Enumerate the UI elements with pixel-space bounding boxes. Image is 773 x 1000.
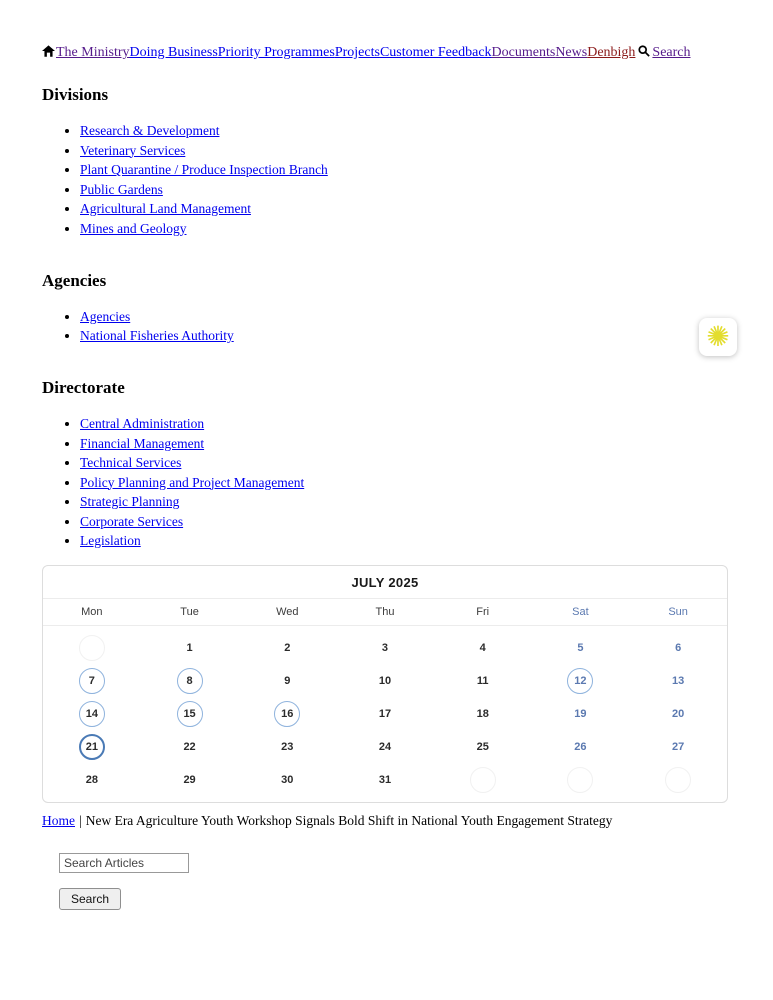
calendar-day-4: 4 — [479, 641, 486, 654]
calendar-day-12[interactable]: 12 — [567, 668, 593, 694]
calendar-weekday-wed: Wed — [276, 606, 299, 618]
list-item — [80, 475, 728, 491]
calendar-day-27: 27 — [672, 740, 685, 753]
directorate-link-policy-planning-and-project-management[interactable]: Policy Planning and Project Management — [80, 474, 305, 490]
search-articles-input[interactable] — [59, 853, 189, 873]
nav-link-news[interactable]: News — [555, 45, 588, 60]
list-item — [80, 416, 728, 432]
breadcrumb — [42, 813, 728, 829]
divisions-link-research-development[interactable]: Research & Development — [80, 123, 220, 138]
home-icon[interactable] — [42, 45, 56, 60]
list-item — [80, 309, 728, 325]
nav-link-projects[interactable]: Projects — [334, 45, 380, 60]
section-heading-agencies: Agencies — [42, 270, 107, 290]
divisions-link-veterinary-services[interactable]: Veterinary Services — [80, 142, 186, 158]
calendar-day-30: 30 — [281, 773, 294, 786]
divisions-link-public-gardens[interactable]: Public Gardens — [80, 181, 163, 197]
list-item — [80, 494, 728, 510]
section-heading-directorate: Directorate — [42, 378, 125, 397]
list-item — [80, 182, 728, 198]
nav-link-priority-programmes[interactable]: Priority Programmes — [217, 45, 335, 60]
calendar-title: JULY 2025 — [43, 566, 727, 599]
calendar-weekday-sun: Sun — [668, 606, 688, 618]
calendar-day-7[interactable]: 7 — [79, 668, 105, 694]
calendar-day-16[interactable]: 16 — [274, 701, 300, 727]
calendar-day-17: 17 — [378, 707, 392, 720]
calendar-day-3: 3 — [381, 641, 389, 654]
nav-link-documents[interactable]: Documents — [491, 45, 556, 60]
calendar-empty-cell — [567, 767, 593, 793]
list-item — [80, 221, 728, 237]
directorate-link-central-administration[interactable]: Central Administration — [80, 416, 205, 431]
calendar-empty-cell — [665, 767, 691, 793]
calendar-day-23: 23 — [281, 740, 294, 753]
section-list-divisions — [42, 123, 728, 237]
calendar-weekday-tue: Tue — [180, 606, 199, 618]
accessibility-widget[interactable] — [699, 318, 737, 356]
list-item — [80, 328, 728, 344]
calendar-day-6: 6 — [675, 641, 682, 654]
calendar-day-26: 26 — [574, 740, 587, 753]
nav-link-the-ministry[interactable]: The Ministry — [56, 45, 130, 60]
calendar-empty-cell — [79, 635, 105, 661]
calendar-day-21[interactable]: 21 — [79, 734, 105, 760]
calendar-day-28: 28 — [85, 773, 98, 786]
top-nav — [42, 45, 728, 61]
list-item — [80, 533, 728, 549]
calendar-day-9: 9 — [284, 674, 291, 687]
divisions-link-agricultural-land-management[interactable]: Agricultural Land Management — [80, 201, 251, 216]
list-item — [80, 143, 728, 159]
calendar-day-31: 31 — [378, 773, 392, 786]
list-item — [80, 514, 728, 530]
starburst-icon: ✺ — [706, 320, 730, 353]
calendar-day-20: 20 — [672, 707, 685, 720]
calendar-day-18: 18 — [476, 707, 489, 720]
list-item — [80, 123, 728, 139]
calendar-weekday-fri: Fri — [476, 606, 490, 618]
list-item — [80, 162, 728, 178]
calendar-day-2: 2 — [284, 641, 291, 654]
calendar-day-5: 5 — [577, 641, 584, 654]
calendar-day-24: 24 — [378, 740, 392, 753]
calendar — [42, 565, 728, 803]
calendar-day-29: 29 — [183, 773, 196, 786]
calendar-day-25: 25 — [476, 740, 489, 753]
calendar-empty-cell — [470, 767, 496, 793]
agencies-link-national-fisheries-authority[interactable]: National Fisheries Authority — [80, 328, 234, 343]
calendar-day-22: 22 — [183, 740, 196, 753]
directorate-link-technical-services[interactable]: Technical Services — [80, 455, 182, 470]
calendar-day-8[interactable]: 8 — [177, 668, 203, 694]
divisions-link-plant-quarantine-produce-inspection-branch[interactable]: Plant Quarantine / Produce Inspection Branch — [80, 162, 328, 177]
calendar-day-10: 10 — [378, 674, 392, 687]
directorate-link-corporate-services[interactable]: Corporate Services — [80, 513, 184, 529]
section-list-agencies — [42, 309, 728, 345]
calendar-day-19: 19 — [574, 707, 587, 720]
breadcrumb-separator: | — [79, 813, 82, 828]
calendar-day-15[interactable]: 15 — [177, 701, 203, 727]
calendar-weekday-thu: Thu — [375, 606, 395, 618]
calendar-weekday-row — [43, 599, 727, 626]
article-title: New Era Agriculture Youth Workshop Signals Bold Shift in National Youth Engagement Strategy — [85, 813, 613, 828]
nav-search-link[interactable]: Search — [652, 45, 691, 60]
section-list-directorate — [42, 416, 728, 549]
calendar-day-1: 1 — [186, 641, 193, 654]
nav-link-denbigh[interactable]: Denbigh — [587, 45, 636, 60]
directorate-link-financial-management[interactable]: Financial Management — [80, 435, 205, 451]
calendar-weekday-sat: Sat — [572, 606, 589, 618]
list-item — [80, 201, 728, 217]
list-item — [80, 436, 728, 452]
agencies-link-agencies[interactable]: Agencies — [80, 308, 131, 324]
nav-link-customer-feedback[interactable]: Customer Feedback — [379, 45, 492, 60]
directorate-link-strategic-planning[interactable]: Strategic Planning — [80, 494, 180, 509]
search-form — [59, 853, 728, 910]
sections-container — [42, 85, 728, 549]
nav-search[interactable] — [638, 45, 690, 60]
search-button[interactable]: Search — [59, 888, 121, 910]
calendar-day-13: 13 — [672, 674, 685, 687]
divisions-link-mines-and-geology[interactable]: Mines and Geology — [80, 220, 187, 236]
calendar-day-11: 11 — [476, 674, 489, 687]
list-item — [80, 455, 728, 471]
home-link[interactable]: Home — [42, 813, 75, 828]
nav-link-doing-business[interactable]: Doing Business — [129, 45, 218, 60]
section-heading-divisions: Divisions — [42, 85, 109, 104]
calendar-weekday-mon: Mon — [81, 606, 103, 618]
calendar-grid — [43, 626, 727, 802]
calendar-day-14[interactable]: 14 — [79, 701, 105, 727]
search-icon — [638, 45, 650, 57]
directorate-link-legislation[interactable]: Legislation — [80, 533, 141, 548]
